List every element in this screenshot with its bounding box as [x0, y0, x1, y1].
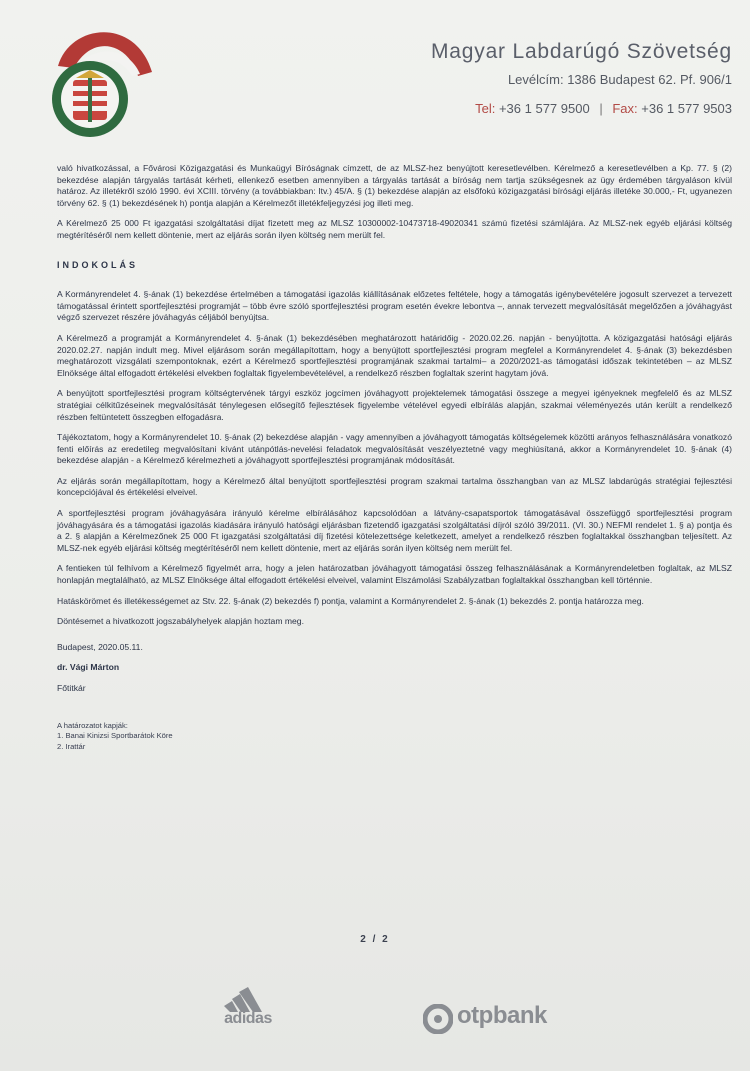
otpbank-wordmark: otpbank [457, 1002, 547, 1029]
paragraph: Hatáskörömet és illetékességemet az Stv. 22. §-ának (2) bekezdés f) pontja, valamint a Kormányrendelet 2. §-ának (1) bekezdés 2. pontja határozza meg. [57, 595, 644, 606]
recipient-item: 2. Irattár [57, 741, 86, 751]
fax-label: Fax: [612, 101, 638, 116]
adidas-logo [208, 982, 288, 1030]
fax-number: +36 1 577 9503 [641, 101, 732, 116]
recipient-item: 1. Banai Kinizsi Sportbarátok Köre [57, 731, 173, 741]
signatory-name: dr. Vági Márton [57, 662, 120, 673]
mlsz-logo-icon [40, 14, 155, 144]
paragraph: A sportfejlesztési program jóváhagyására irányuló kérelme elbírálásához kapcsolódóan a látvány-csapatsportok támogatásával összefüggő sportfejlesztési program jóváhagyására és a támogatási igazolás kiadására irányuló hatósági eljárásban fizetendő igazgatási szolgáltatási díjról szóló 39/2011. (VI. 30.) NEFMI rendelet 1. § a) pontja és a 2. § alapján a Kérelmezőnek 25 000 Ft igazgatási szolgáltatási díj fizetési kötelezettsége keletkezett, amelyet a rendelkező részben foglaltakkal összhangban teljesített. Az MLSZ-nek egyéb eljárási költség megtérítéséről nem kellett döntenie, mert az eljárás során ilyen költség nem merült fel. [57, 508, 732, 553]
paragraph: A Kormányrendelet 4. §-ának (1) bekezdése értelmében a támogatási igazolás kiállításának előzetes feltétele, hogy a támogatás igénybevételére jogosult szervezet a tervezett támogatással érintett sportfejlesztési programját – több évre szóló sportfejlesztési program esetén évekre lebontva –, annak tervezett megvalósítását megelőzően a jóváhagyást végző szervezet részére jóváhagyás céljából benyújtsa. [57, 289, 732, 323]
contact-phone-fax [475, 101, 732, 116]
page-number: 2 / 2 [360, 934, 390, 945]
otp-circle-icon [423, 1004, 453, 1034]
phone-label: Tel: [475, 101, 496, 116]
paragraph: Tájékoztatom, hogy a Kormányrendelet 10. §-ának (2) bekezdése alapján - vagy amennyiben a jóváhagyott támogatás költségelemek közötti arányos felhasználására vonatkozó fenti előírás az eredetileg megvalósítani kívánt utánpótlás-nevelési feladatok megvalósítását veszélyeztetné vagy meghiúsítaná, akkor a Kormányrendelet 10. §-ának (4) bekezdése alapján - a Kérelmező kérelmezheti a jóváhagyott sportfejlesztési programjának módosítását. [57, 432, 732, 466]
adidas-wordmark: adidas [224, 1010, 272, 1027]
place-date: Budapest, 2020.05.11. [57, 641, 143, 652]
postal-address: Levélcím: 1386 Budapest 62. Pf. 906/1 [507, 72, 732, 87]
paragraph: Döntésemet a hivatkozott jogszabályhelyek alapján hoztam meg. [57, 616, 304, 627]
adidas-stripes-icon [208, 982, 288, 1012]
paragraph: A Kérelmező a programját a Kormányrendelet 4. §-ának (1) bekezdésében meghatározott határidőig - 2020.02.26. napján - benyújtotta. A közigazgatási hatósági eljárás 2020.02.27. napján indult meg. Mivel eljárásom során megállapítottam, hogy a benyújtott sportfejlesztési program megfelel a Kormányrendelet 4. §-ának (3) bekezdésben meghatározott vizsgálati szempontoknak, ezért a Kérelmező sportfejlesztési programjának szakmai tartalmi– a 2020/2021-as támogatási időszak tekintetében – az MLSZ Elnöksége által elfogadott értékelési elvekben foglaltak figyelembevételével, a rendelkező részben foglaltak szerint hagytam jóvá. [57, 332, 732, 378]
recipients-block [57, 721, 732, 753]
paragraph: A benyújtott sportfejlesztési program költségtervének tárgyi eszköz jogcímen jóváhagyott projektelemek támogatási összege a megyei igényeknek megfelelő és az MLSZ stratégiai célkitűzéseinek megvalósítását ténylegesen elősegítő fejlesztések figyelembe vételével egyedi elbírálás alapján, szakmai véleményezés után került a rendelkező részben feltüntetett összegben elfogadásra. [57, 388, 732, 422]
paragraph: Az eljárás során megállapítottam, hogy a Kérelmező által benyújtott sportfejlesztési program szakmai tartalma összhangban van az MLSZ labdarúgás stratégiai fejlesztési koncepciójával és értékelési elveivel. [57, 475, 732, 498]
recipients-label: A határozatot kapják: [57, 720, 128, 730]
paragraph: A Kérelmező 25 000 Ft igazgatási szolgáltatási díjat fizetett meg az MLSZ 10300002-10473718-49020341 számú fizetési számlájára. Az MLSZ-nek egyéb eljárási költség megtérítéséről nem kellett döntenie, mert az eljárás során ilyen költség nem merült fel. [57, 218, 732, 240]
section-heading: INDOKOLÁS [57, 259, 138, 270]
signatory-title: Főtitkár [57, 683, 86, 693]
paragraph: A fentieken túl felhívom a Kérelmező figyelmét arra, hogy a jelen határozatban jóváhagyott támogatási összeg felhasználásának a Kormányrendeletben foglaltak, az MLSZ honlapján megtalálható, az MLSZ Elnöksége által elfogadott értékelési elveivel, valamint Elszámolási Szabályzatban foglaltakkal összhangban kell történnie. [57, 563, 732, 586]
organization-name: Magyar Labdarúgó Szövetség [431, 40, 732, 63]
separator: | [599, 101, 603, 116]
otpbank-logo [423, 1000, 583, 1040]
letter-body [57, 163, 732, 752]
phone-number: +36 1 577 9500 [498, 101, 590, 116]
paragraph: való hivatkozással, a Fővárosi Közigazgatási és Munkaügyi Bíróságnak címzett, de az MLSZ-hez benyújtott keresetlevélben. Kérelmező a keresetlevélben a Kp. 77. § (2) bekezdése alapján tárgyalás tartását kérheti, ellenkező esetben amennyiben a tárgyalás tartását a bíróság nem tartja szükségesnek az ügy érdemében tárgyaláson kívül határoz. Az illetékről szóló 1990. évi XCIII. törvény (a továbbiakban: Itv.) 45/A. § (1) bekezdése alapján az elsőfokú közigazgatási bírósági eljárás illetéke 30.000,- Ft, ugyanezen törvény 62. § (1) bekezdésének h) pontja alapján a Kérelmezőt illetékfeljegyzési jog illeti meg. [57, 163, 732, 208]
